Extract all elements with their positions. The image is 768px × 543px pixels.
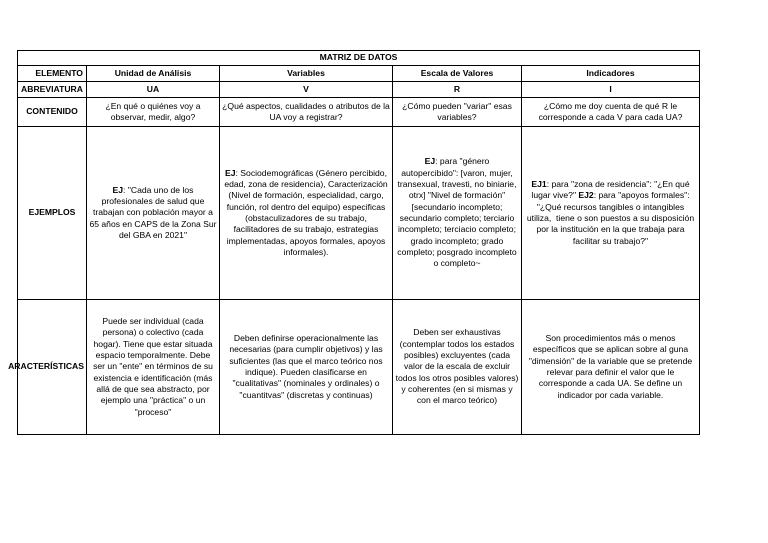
row-label-contenido: CONTENIDO [18,98,87,127]
contenido-v: ¿Qué aspectos, cualidades o atributos de la UA voy a registrar? [220,98,393,127]
contenido-ua: ¿En qué o quiénes voy a observar, medir, algo? [87,98,220,127]
column-header-r: Escala de Valores [393,66,522,82]
ejemplo-r-prefix: EJ [424,156,436,167]
ejemplo-ua-prefix: EJ [112,184,124,195]
ejemplo-r-text: : para "género autopercibido": [varon, mujer, transexual, travesti, no biniarie, otrx] "Nivel de formación" [secundario incompleto; secundario completo; terciario incompleto; terciacio completo; grado incompleto; grado completo; posgrado incompleto o completo~ [397,156,520,269]
row-label-elemento: ELEMENTO [18,66,87,82]
caracteristicas-ua: Puede ser individual (cada persona) o colectivo (cada hogar). Tiene que estar situada espacio temporalmente. Debe ser un "ente" en términos de su existencia e identificación (más allá de que sea abstracto, por ejemplo una "práctica" o un "proceso" [87,300,220,435]
data-matrix-table [8,50,700,435]
abbr-ua: UA [87,82,220,98]
ejemplo-i-text-1: : para "zona de residencia": "¿En qué lugar vive?" [531,178,692,201]
ejemplo-i-text-2: : para "apoyos formales": "¿Qué recursos tangibles o intangibles utiliza, tiene o son puestos a su disposición por la institución en la que trabaja para facilitar su trabajo?" [526,190,697,246]
row-label-caracteristicas: ARACTERÍSTICAS [18,300,87,435]
abbr-r: R [393,82,522,98]
caracteristicas-i: Son procedimientos más o menos específicos que se aplican sobre al guna "dimensión" de la variable que se pretende relevar para definir el valor que le corresponde a cada UA. Se define un indicador por cada variable. [522,300,700,435]
ejemplo-i-prefix-2: EJ2 [578,190,594,201]
caracteristicas-v: Deben definirse operacionalmente las necesarias (para cumplir objetivos) y las suficientes (las que el marco teórico nos indique). Pueden clasificarse en "cualitativas" (nominales y ordinales) o "cuantitvas" (discretas y continuas) [220,300,393,435]
ejemplo-v-text: : Sociodemográficas (Género percibido, edad, zona de residencia), Caracterización (Nivel de formación, especialidad, cargo, función, rol dentro del equipo) especificas (obstaculizadores de su trabajo, facilitadores de su trabajo, estrategias implementadas, apoyos formales, apoyos informales). [224,167,391,258]
column-header-ua: Unidad de Análisis [87,66,220,82]
contenido-i: ¿Cómo me doy cuenta de qué R le corresponde a cada V para cada UA? [522,98,700,127]
abbr-i: I [522,82,700,98]
column-header-v: Variables [220,66,393,82]
column-header-i: Indicadores [522,66,700,82]
ejemplo-ua-text: : "Cada uno de los profesionales de salud que trabajan con población mayor a 65 años en CAPS de la Zona Sur del GBA en 2021" [89,184,219,241]
row-label-ejemplos: EJEMPLOS [18,127,87,300]
row-label-abreviatura: ABREVIATURA [18,82,87,98]
caracteristicas-r: Deben ser exhaustivas (contemplar todos los estados posibles) excluyentes (cada valor de la escala de excluir todos los otros posibles valores) y coherentes (en si mismas y con el marco teórico) [393,300,522,435]
ejemplo-v-prefix: EJ [225,167,236,178]
ejemplo-ua [87,127,220,300]
ejemplo-v [220,127,393,300]
ejemplo-i-prefix-1: EJ1 [531,178,547,189]
table-title: MATRIZ DE DATOS [18,51,700,66]
ejemplo-r [393,127,522,300]
contenido-r: ¿Cómo pueden "variar" esas variables? [393,98,522,127]
ejemplo-i [522,127,700,300]
abbr-v: V [220,82,393,98]
